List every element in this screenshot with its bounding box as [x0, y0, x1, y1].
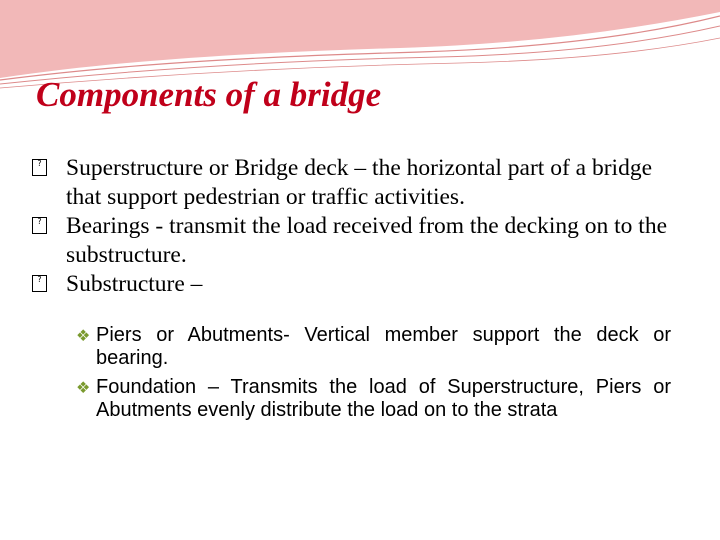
bullet-superstructure	[30, 154, 680, 212]
sub-bullet-piers	[75, 324, 671, 370]
sub-bullet-foundation	[75, 376, 671, 422]
diamond-bullet-icon: ❖	[76, 326, 91, 345]
sub-bullet-text: Piers or Abutments- Vertical member support the deck or bearing.	[96, 324, 671, 369]
bullet-substructure	[30, 270, 680, 299]
bullet-text: Bearings - transmit the load received from the decking on to the substructure.	[66, 213, 668, 268]
main-bullet-list	[30, 154, 680, 299]
bullet-text: Superstructure or Bridge deck – the horizontal part of a bridge that support pedestrian or traffic activities.	[66, 155, 652, 210]
missing-glyph-box-icon: ?	[32, 275, 47, 292]
wave-band-fill	[0, 0, 720, 78]
bullet-bearings	[30, 212, 680, 270]
sub-bullet-list	[75, 324, 671, 428]
sub-bullet-text: Foundation – Transmits the load of Superstructure, Piers or Abutments evenly distribute the load on to the strata	[96, 376, 671, 421]
missing-glyph-box-icon: ?	[32, 217, 47, 234]
missing-glyph-box-icon: ?	[32, 159, 47, 176]
slide-title: Components of a bridge	[36, 75, 382, 114]
diamond-bullet-icon: ❖	[76, 378, 91, 397]
bullet-text: Substructure –	[66, 271, 203, 297]
